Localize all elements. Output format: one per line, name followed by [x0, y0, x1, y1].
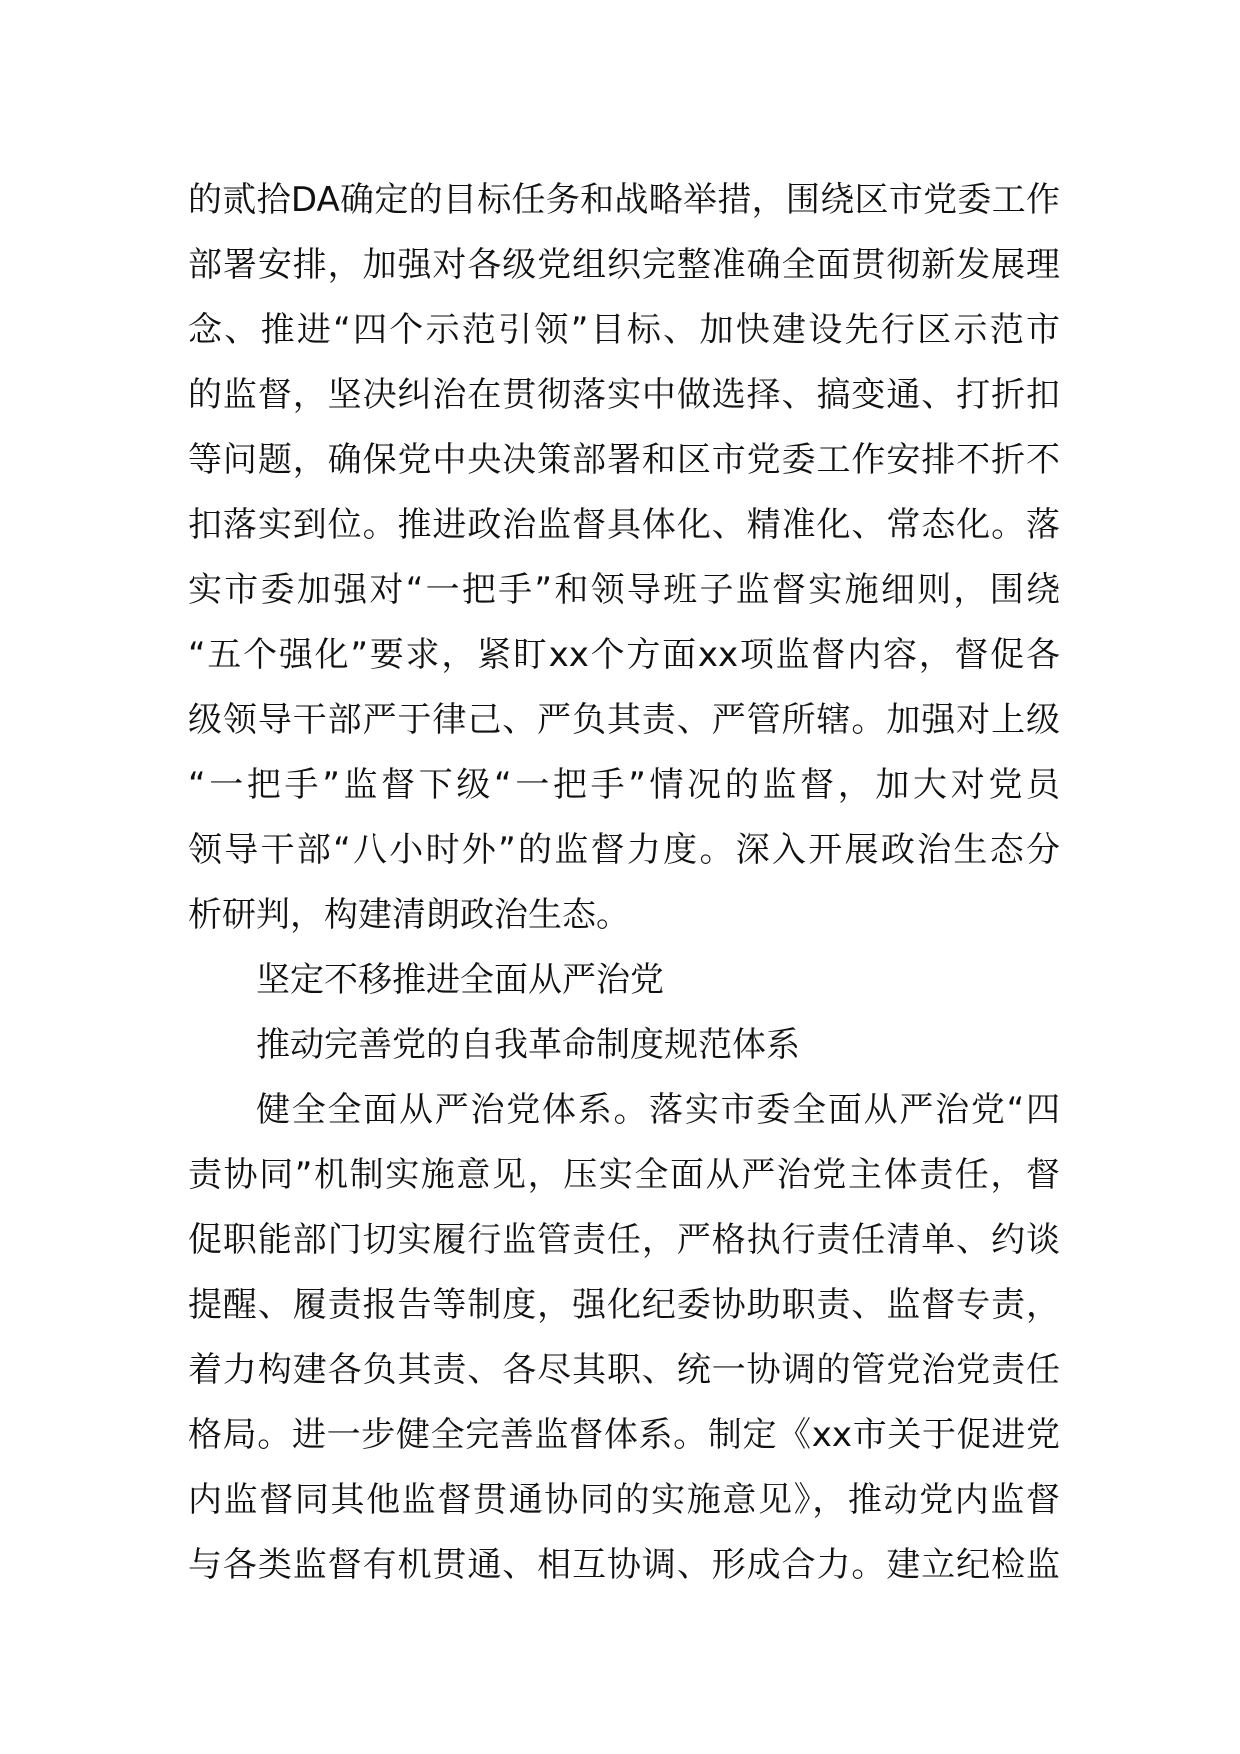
body-text: [188, 168, 1060, 1598]
subsection-heading: 推动完善党的自我革命制度规范体系: [256, 1025, 800, 1065]
text-line: 领导干部“八小时外”的监督力度。深入开展政治生态分: [188, 830, 1060, 870]
text-line: 提醒、履责报告等制度，强化纪委协助职责、监督专责，: [188, 1285, 1060, 1325]
text-line: 的监督，坚决纠治在贯彻落实中做选择、搞变通、打折扣: [188, 375, 1060, 415]
text-line: 促职能部门切实履行监管责任，严格执行责任清单、约谈: [188, 1220, 1060, 1260]
text-line: “五个强化”要求，紧盯xx个方面xx项监督内容，督促各: [188, 635, 1060, 675]
text-line: 着力构建各负其责、各尽其职、统一协调的管党治党责任: [188, 1350, 1060, 1390]
text-line: 念、推进“四个示范引领”目标、加快建设先行区示范市: [188, 310, 1060, 350]
text-line: 析研判，构建清朗政治生态。: [188, 895, 630, 935]
text-line: 实市委加强对“一把手”和领导班子监督实施细则，围绕: [188, 570, 1060, 610]
text-line: 级领导干部严于律己、严负其责、严管所辖。加强对上级: [188, 700, 1060, 740]
text-line: 等问题，确保党中央决策部署和区市党委工作安排不折不: [188, 440, 1060, 480]
text-line: 格局。进一步健全完善监督体系。制定《xx市关于促进党: [188, 1415, 1060, 1455]
text-line: 的贰拾DA确定的目标任务和战略举措，围绕区市党委工作: [188, 180, 1060, 220]
text-line: 与各类监督有机贯通、相互协调、形成合力。建立纪检监: [188, 1545, 1060, 1585]
text-line: “一把手”监督下级“一把手”情况的监督，加大对党员: [188, 765, 1060, 805]
text-line: 健全全面从严治党体系。落实市委全面从严治党“四: [256, 1090, 1060, 1130]
text-line: 部署安排，加强对各级党组织完整准确全面贯彻新发展理: [188, 245, 1060, 285]
text-line: 扣落实到位。推进政治监督具体化、精准化、常态化。落: [188, 505, 1060, 545]
text-line: 责协同”机制实施意见，压实全面从严治党主体责任，督: [188, 1155, 1060, 1195]
section-heading: 坚定不移推进全面从严治党: [256, 960, 664, 1000]
text-line: 内监督同其他监督贯通协同的实施意见》，推动党内监督: [188, 1480, 1060, 1520]
